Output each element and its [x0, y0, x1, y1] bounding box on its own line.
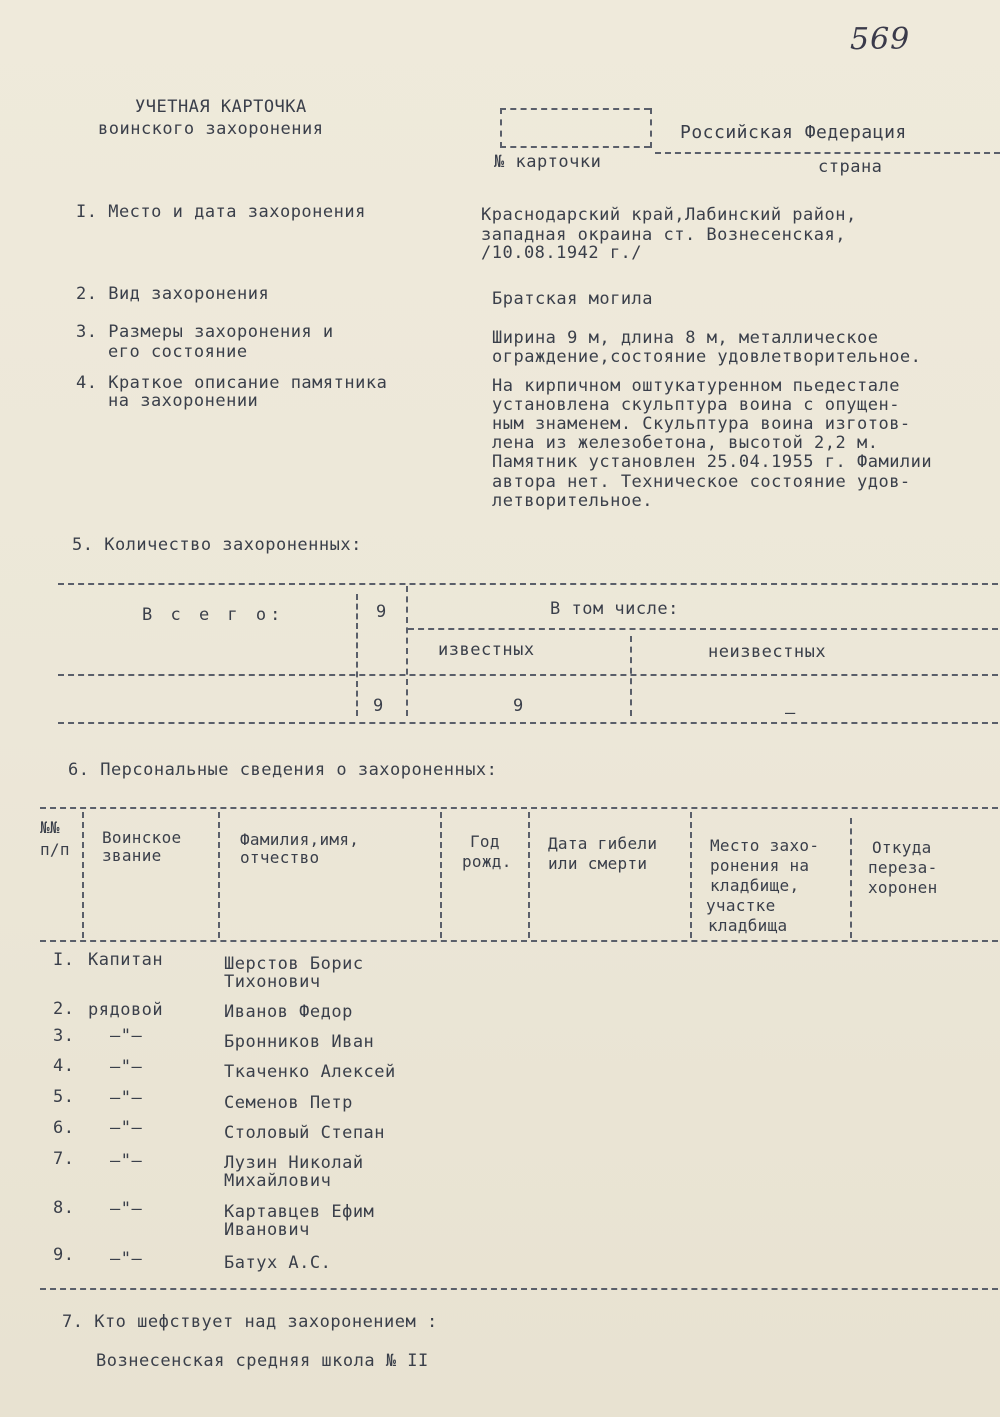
col-origin-header-line3: хоронен: [868, 878, 938, 897]
count-total-header-value: 9: [376, 602, 387, 622]
row2-num: 2.: [53, 999, 75, 1019]
row3-rank: –"–: [110, 1026, 143, 1046]
section3-label-line1: 3. Размеры захоронения и: [76, 322, 334, 342]
col-origin-header-line2: переза-: [868, 858, 938, 877]
count-table-subheader-line: [408, 628, 998, 630]
card-subtitle: воинского захоронения: [98, 119, 324, 139]
row3-num: 3.: [53, 1026, 75, 1046]
country-label: страна: [818, 157, 883, 177]
section6-label: 6. Персональные сведения о захороненных:: [68, 760, 498, 780]
row9-name-line1: Батух А.С.: [224, 1253, 332, 1273]
count-col-sep3: [630, 636, 632, 716]
row9-num: 9.: [53, 1245, 75, 1265]
row4-name-line1: Ткаченко Алексей: [224, 1062, 396, 1082]
row1-num: I.: [53, 950, 75, 970]
col-place-header-line4: участке: [706, 896, 776, 915]
col-place-header-line3: кладбище,: [710, 876, 800, 895]
section1-value-line2: западная окраина ст. Вознесенская,: [481, 225, 846, 245]
col-rank-header-line1: Воинское: [102, 828, 182, 847]
section3-value-line2: ограждение,состояние удовлетворительное.: [492, 347, 922, 367]
col-num-header-line1: №№: [40, 818, 60, 837]
card-no-box-top: [500, 108, 650, 110]
row6-num: 6.: [53, 1118, 75, 1138]
row4-rank: –"–: [110, 1057, 143, 1077]
persons-col-sep3: [440, 812, 442, 938]
section7-value: Вознесенская средняя школа № II: [96, 1351, 429, 1371]
section4-label-line2: на захоронении: [108, 391, 259, 411]
section2-value: Братская могила: [492, 289, 654, 309]
col-place-header-line5: кладбища: [708, 916, 788, 935]
row8-name-line1: Картавцев Ефим: [224, 1202, 375, 1222]
row6-rank: –"–: [110, 1118, 143, 1138]
col-birth-header-line1: Год: [470, 832, 500, 851]
section4-value-line6: автора нет. Техническое состояние удов-: [492, 472, 911, 492]
page-number: 569: [850, 22, 911, 57]
row6-name-line1: Столовый Степан: [224, 1123, 386, 1143]
row8-num: 8.: [53, 1198, 75, 1218]
row9-rank: –"–: [110, 1249, 143, 1269]
col-birth-header-line2: рожд.: [462, 852, 512, 871]
col-origin-header-line1: Откуда: [872, 838, 932, 857]
count-known-label: известных: [438, 640, 535, 660]
section5-label: 5. Количество захороненных:: [72, 535, 362, 555]
section7-label: 7. Кто шефствует над захоронением :: [62, 1312, 438, 1332]
row7-name-line2: Михайлович: [224, 1171, 332, 1191]
row8-rank: –"–: [110, 1199, 143, 1219]
persons-table-top: [40, 807, 998, 809]
card-no-box-bottom: [500, 146, 650, 148]
col-name-header-line1: Фамилия,имя,: [240, 830, 360, 849]
row7-num: 7.: [53, 1149, 75, 1169]
card-no-box-right: [650, 108, 652, 148]
card-title: УЧЕТНАЯ КАРТОЧКА: [135, 97, 307, 117]
section4-value-line1: На кирпичном оштукатуренном пьедестале: [492, 376, 900, 396]
row7-rank: –"–: [110, 1151, 143, 1171]
col-num-header-line2: п/п: [40, 840, 70, 859]
country-underline: [655, 152, 1000, 154]
card-no-label: № карточки: [494, 152, 602, 172]
persons-col-sep1: [82, 812, 84, 938]
section4-value-line3: ным знаменем. Скульптура воина изготов-: [492, 414, 911, 434]
persons-col-sep6: [850, 818, 852, 938]
section4-value-line4: лена из железобетона, высотой 2,2 м.: [492, 433, 879, 453]
row1-name-line1: Шерстов Борис: [224, 954, 364, 974]
row3-name-line1: Бронников Иван: [224, 1032, 375, 1052]
persons-col-sep2: [218, 812, 220, 938]
col-name-header-line2: отчество: [240, 848, 320, 867]
row7-name-line1: Лузин Николай: [224, 1153, 364, 1173]
count-col-sep2: [406, 586, 408, 716]
row4-num: 4.: [53, 1056, 75, 1076]
persons-table-header-bottom: [40, 940, 998, 942]
row2-name-line1: Иванов Федор: [224, 1002, 353, 1022]
persons-table-bottom: [40, 1288, 998, 1290]
col-death-header-line2: или смерти: [548, 854, 648, 873]
persons-col-sep4: [528, 812, 530, 938]
card-no-box-left: [500, 108, 502, 148]
country-value: Российская Федерация: [680, 122, 907, 143]
col-rank-header-line2: звание: [102, 846, 162, 865]
section2-label: 2. Вид захоронения: [76, 284, 270, 304]
count-including-label: В том числе:: [550, 599, 679, 619]
row5-num: 5.: [53, 1087, 75, 1107]
count-table-bottom: [58, 722, 998, 724]
count-known-value: 9: [513, 696, 524, 716]
count-col-sep1: [356, 594, 358, 716]
count-total-value: 9: [373, 696, 384, 716]
count-unknown-label: неизвестных: [708, 642, 827, 662]
row1-name-line2: Тихонович: [224, 972, 321, 992]
section4-value-line2: установлена скульптура воина с опущен-: [492, 395, 900, 415]
col-place-header-line1: Место захо-: [710, 836, 820, 855]
section3-value-line1: Ширина 9 м, длина 8 м, металлическое: [492, 328, 879, 348]
section3-label-line2: его состояние: [108, 342, 248, 362]
row5-name-line1: Семенов Петр: [224, 1093, 353, 1113]
col-death-header-line1: Дата гибели: [548, 834, 658, 853]
row2-rank: рядовой: [88, 1000, 164, 1020]
persons-col-sep5: [690, 812, 692, 938]
section1-label: I. Место и дата захоронения: [76, 202, 366, 222]
section1-value-line3: /10.08.1942 г./: [481, 243, 643, 263]
section4-value-line7: летворительное.: [492, 491, 654, 511]
count-total-label: В с е г о:: [142, 605, 285, 625]
count-table-top: [58, 583, 998, 585]
count-unknown-value: –: [785, 703, 796, 723]
col-place-header-line2: ронения на: [710, 856, 810, 875]
section4-value-line5: Памятник установлен 25.04.1955 г. Фамилии: [492, 452, 933, 472]
row8-name-line2: Иванович: [224, 1220, 310, 1240]
count-table-header-bottom: [58, 674, 998, 676]
row5-rank: –"–: [110, 1088, 143, 1108]
section4-label-line1: 4. Краткое описание памятника: [76, 373, 388, 393]
row1-rank: Капитан: [88, 950, 164, 970]
section1-value-line1: Краснодарский край,Лабинский район,: [481, 205, 857, 225]
